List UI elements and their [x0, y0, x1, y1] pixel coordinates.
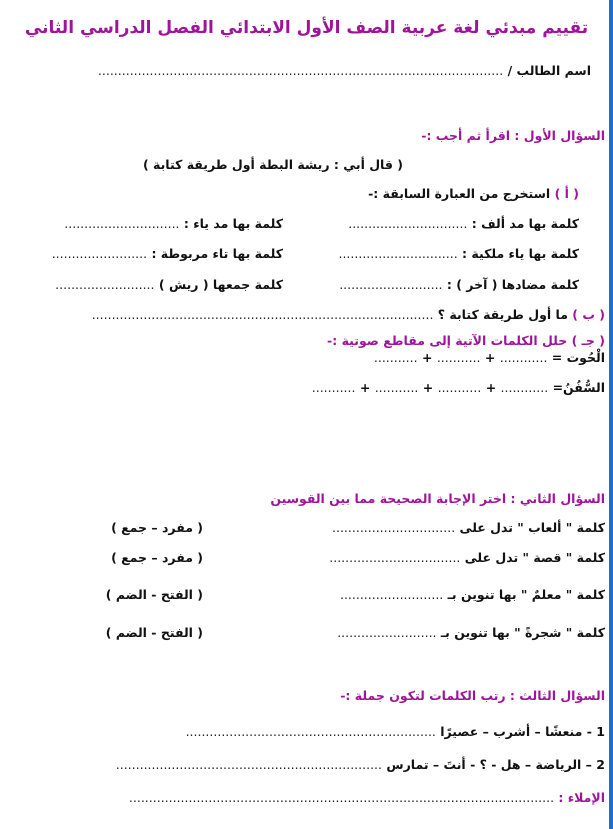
- word1-label: الْحُوت =: [551, 350, 605, 365]
- q2-row3: كلمة " معلمٌ " بها تنوين بـ ..........................: [339, 587, 605, 602]
- q2-row2: كلمة " قصة " تدل على .................................: [329, 550, 605, 565]
- part-b-text: ما أول طريقة كتابة ؟: [437, 307, 568, 322]
- plus-sign: +: [359, 380, 371, 395]
- taa-marbuta-row: كلمة بها تاء مربوطة : ........................: [51, 246, 283, 261]
- yaa-milkiya-row: كلمة بها ياء ملكية : ..............................: [338, 246, 579, 261]
- plural-label: كلمة جمعها ( ريش ): [158, 277, 283, 292]
- opposite-label: كلمة مضادها ( آخر ) :: [446, 277, 579, 292]
- word2-label: السُّفُنُ=: [552, 380, 605, 395]
- part-b-marker: ( ب ): [572, 307, 605, 322]
- q1-part-a: [368, 186, 579, 201]
- plus-sign: +: [421, 350, 433, 365]
- q2-row4-text: كلمة " شجرةً " بها تنوين بـ: [440, 625, 605, 640]
- word1-row: الْحُوت = ............ + ........... + ...........: [373, 350, 605, 365]
- q3-item1-text: 1 - منعشًا – أشرب – عصيرًا: [440, 724, 605, 739]
- q2-row1: كلمة " ألعاب " تدل على ...............................: [332, 520, 605, 535]
- q2-row2-text: كلمة " قصة " تدل على: [464, 550, 605, 565]
- q1-heading: السؤال الأول : اقرأ ثم أجب :-: [421, 128, 605, 143]
- q2-row3-text: كلمة " معلمٌ " بها تنوين بـ: [447, 587, 605, 602]
- alef-madd-row: كلمة بها مد ألف : ..............................: [348, 216, 579, 231]
- page-title: تقييم مبدئي لغة عربية الصف الأول الابتدائي الفصل الدراسي الثاني: [24, 18, 589, 38]
- q1-part-b: ( ب ) ما أول طريقة كتابة ؟ ......................................................................................: [91, 307, 605, 322]
- word2-row: السُّفُنُ= ............ + ........... + ........... + ...........: [311, 380, 605, 395]
- alef-madd-label: كلمة بها مد ألف :: [471, 216, 579, 231]
- yaa-madd-row: كلمة بها مد ياء : .............................: [64, 216, 283, 231]
- q2-heading: السؤال الثاني : اختر الإجابة الصحيحة مما بين القوسين: [270, 491, 605, 506]
- q3-item1: 1 - منعشًا – أشرب – عصيرًا ...............................................................: [185, 724, 605, 739]
- plus-sign: +: [485, 380, 497, 395]
- student-name-label: اسم الطالب /: [507, 63, 591, 78]
- q2-row4-options: ( الفتح - الضم ): [105, 625, 203, 640]
- plus-sign: +: [484, 350, 496, 365]
- part-a-text: استخرج من العبارة السابقة :-: [368, 186, 551, 201]
- q1-part-c: ( جـ ) حلل الكلمات الآتية إلى مقاطع صوتية :-: [327, 333, 605, 348]
- opposite-row: كلمة مضادها ( آخر ) : ..........................: [339, 277, 579, 292]
- q3-item2: 2 – الرياضة – هل - ؟ - أنتَ – تمارس ...................................................................: [115, 757, 605, 772]
- q2-row1-options: ( مفرد – جمع ): [111, 520, 203, 535]
- part-a-marker: ( أ ): [554, 186, 579, 201]
- plural-row: كلمة جمعها ( ريش ) .........................: [55, 277, 283, 292]
- q2-row4: كلمة " شجرةً " بها تنوين بـ .........................: [337, 625, 605, 640]
- yaa-madd-label: كلمة بها مد ياء :: [183, 216, 283, 231]
- q2-row2-options: ( مفرد – جمع ): [111, 550, 203, 565]
- taa-marbuta-label: كلمة بها تاء مربوطة :: [151, 246, 283, 261]
- dictation-line: الإملاء : ...........................................................................................................: [128, 790, 605, 805]
- plus-sign: +: [422, 380, 434, 395]
- q2-row1-text: كلمة " ألعاب " تدل على: [459, 520, 605, 535]
- dictation-label: الإملاء :: [558, 790, 605, 805]
- student-name-line: اسم الطالب / ......................................................................................................: [97, 63, 591, 78]
- q3-heading: السؤال الثالث : رتب الكلمات لتكون جملة :-: [340, 688, 605, 703]
- q2-row3-options: ( الفتح - الضم ): [105, 587, 203, 602]
- page-border: [609, 0, 613, 829]
- q1-quote: ( قال أبي : ريشة البطة أول طريقة كتابة ): [142, 157, 403, 172]
- yaa-milkiya-label: كلمة بها ياء ملكية :: [462, 246, 579, 261]
- q3-item2-text: 2 – الرياضة – هل - ؟ - أنتَ – تمارس: [386, 757, 605, 772]
